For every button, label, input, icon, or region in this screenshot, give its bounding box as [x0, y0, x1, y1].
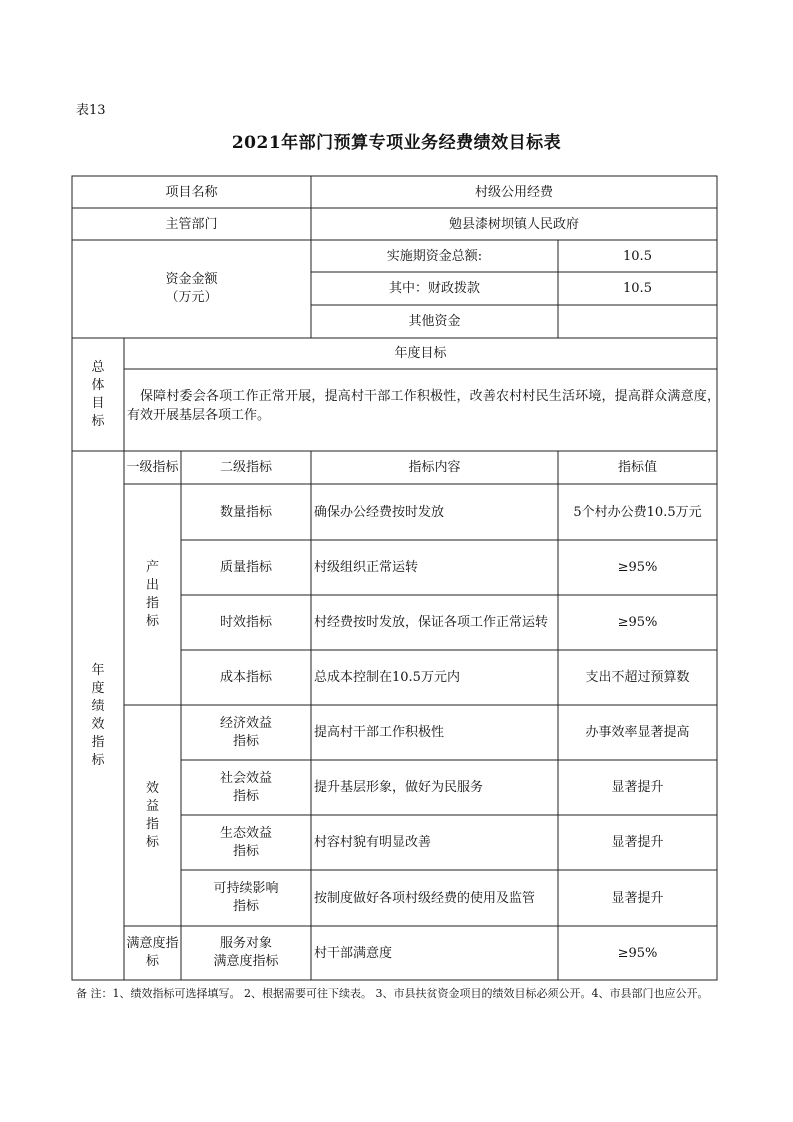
- total-fund-label: 实施期资金总额:: [386, 248, 483, 264]
- indicator-level2: [181, 760, 311, 815]
- indicator-value: 显著提升: [611, 835, 664, 850]
- page-title: 2021年部门预算专项业务经费绩效目标表: [231, 133, 562, 153]
- benefit-indicator-group: [124, 705, 181, 926]
- side-char: 度: [91, 680, 105, 696]
- group-char: 效: [145, 780, 159, 796]
- satisfaction-indicator-group: [124, 926, 181, 980]
- indicator-value: ≥95%: [617, 615, 658, 630]
- indicator-value: 5个村办公费10.5万元: [573, 504, 702, 520]
- side-char: 指: [91, 734, 105, 750]
- indicator-value: 支出不超过预算数: [585, 670, 690, 685]
- indicator-level2: 质量指标: [219, 560, 272, 575]
- overall-goal-side-label: [72, 338, 124, 451]
- other-fund-label: 其他资金: [408, 314, 461, 329]
- header-level2: 二级指标: [219, 460, 272, 475]
- other-fund-value: [558, 305, 717, 338]
- fund-amount-label-line1: 资金金额: [165, 272, 218, 287]
- indicator-content: 确保办公经费按时发放: [314, 504, 445, 520]
- indicator-level2-line: 可持续影响: [213, 881, 279, 896]
- indicator-content: 村干部满意度: [314, 945, 393, 961]
- indicator-level2-line: 服务对象: [219, 936, 272, 951]
- side-char: 效: [91, 716, 105, 732]
- indicator-value: 显著提升: [611, 780, 664, 795]
- indicator-content: 提升基层形象，做好为民服务: [314, 780, 484, 795]
- project-name-label: 项目名称: [165, 184, 218, 200]
- fund-amount-label: [72, 240, 311, 338]
- indicator-level2: 成本指标: [219, 670, 272, 685]
- indicator-level2-line: 生态效益: [219, 825, 272, 841]
- department-label: 主管部门: [165, 216, 218, 232]
- group-char: 出: [145, 577, 159, 593]
- indicator-content: 村经费按时发放，保证各项工作正常运转: [314, 615, 549, 630]
- indicator-level2-line: 指标: [232, 733, 259, 749]
- total-fund-value: 10.5: [623, 248, 652, 264]
- group-char: 指: [145, 595, 159, 611]
- indicator-level2-line: 指标: [232, 843, 259, 859]
- department-value: 勉县漆树坝镇人民政府: [448, 216, 579, 232]
- indicator-content: 村级组织正常运转: [314, 560, 419, 575]
- annual-goal-text: 保障村委会各项工作正常开展，提高村干部工作积极性，改善农村村民生活环境，提高群众满意度，有效开展基层各项工作。: [127, 389, 720, 423]
- indicator-level2-line: 社会效益: [219, 770, 272, 786]
- indicator-level2: [181, 870, 311, 926]
- project-name-value: 村级公用经费: [474, 184, 553, 200]
- side-char: 标: [91, 752, 105, 768]
- indicator-level2-line: 指标: [232, 788, 259, 804]
- group-char: 标: [145, 834, 159, 850]
- fund-amount-label-line2: （万元）: [165, 290, 218, 305]
- indicator-level2-line: 满意度指标: [213, 954, 279, 969]
- indicator-level2-line: 指标: [232, 899, 259, 914]
- side-char: 年: [91, 662, 105, 678]
- side-char: 体: [91, 377, 105, 393]
- side-char: 总: [91, 359, 105, 375]
- group-char: 产: [145, 559, 159, 575]
- indicator-content: 村容村貌有明显改善: [314, 835, 432, 850]
- indicator-level2: [181, 926, 311, 980]
- fiscal-fund-value: 10.5: [623, 281, 652, 296]
- indicator-value: 显著提升: [611, 890, 664, 906]
- fiscal-fund-label: 其中：财政拨款: [388, 281, 480, 296]
- indicator-value: ≥95%: [617, 945, 658, 961]
- indicator-value: ≥95%: [617, 560, 658, 575]
- header-value: 指标值: [617, 460, 657, 475]
- table-number: 表13: [76, 103, 106, 118]
- indicator-level2: [181, 705, 311, 760]
- indicator-level2: [181, 815, 311, 870]
- annual-indicators-side-label: [72, 451, 124, 980]
- indicator-content: 提高村干部工作积极性: [314, 725, 445, 740]
- indicator-level2: 时效指标: [219, 615, 272, 630]
- side-char: 目: [91, 395, 105, 411]
- side-char: 标: [91, 413, 105, 429]
- indicator-level2-line: 经济效益: [219, 715, 272, 731]
- indicator-content: 总成本控制在10.5万元内: [314, 670, 460, 685]
- group-char: 指: [145, 816, 159, 832]
- group-char: 益: [145, 798, 159, 814]
- group-char: 标: [145, 613, 159, 629]
- indicator-value: 办事效率显著提高: [585, 725, 690, 740]
- group-line: 满意度指: [126, 936, 179, 951]
- side-char: 绩: [91, 698, 105, 714]
- indicator-content: 按制度做好各项村级经费的使用及监管: [314, 890, 536, 906]
- footnote: 备 注：1、绩效指标可选择填写。 2、根据需要可往下续表。 3、市县扶贫资金项目的绩效目标必须公开。4、市县部门也应公开。: [76, 987, 709, 1000]
- annual-goal-header: 年度目标: [394, 346, 447, 361]
- output-indicator-group: [124, 484, 181, 705]
- group-line: 标: [145, 954, 159, 969]
- header-level1: 一级指标: [126, 460, 179, 475]
- header-content: 指标内容: [408, 460, 461, 475]
- indicator-level2: 数量指标: [219, 504, 272, 520]
